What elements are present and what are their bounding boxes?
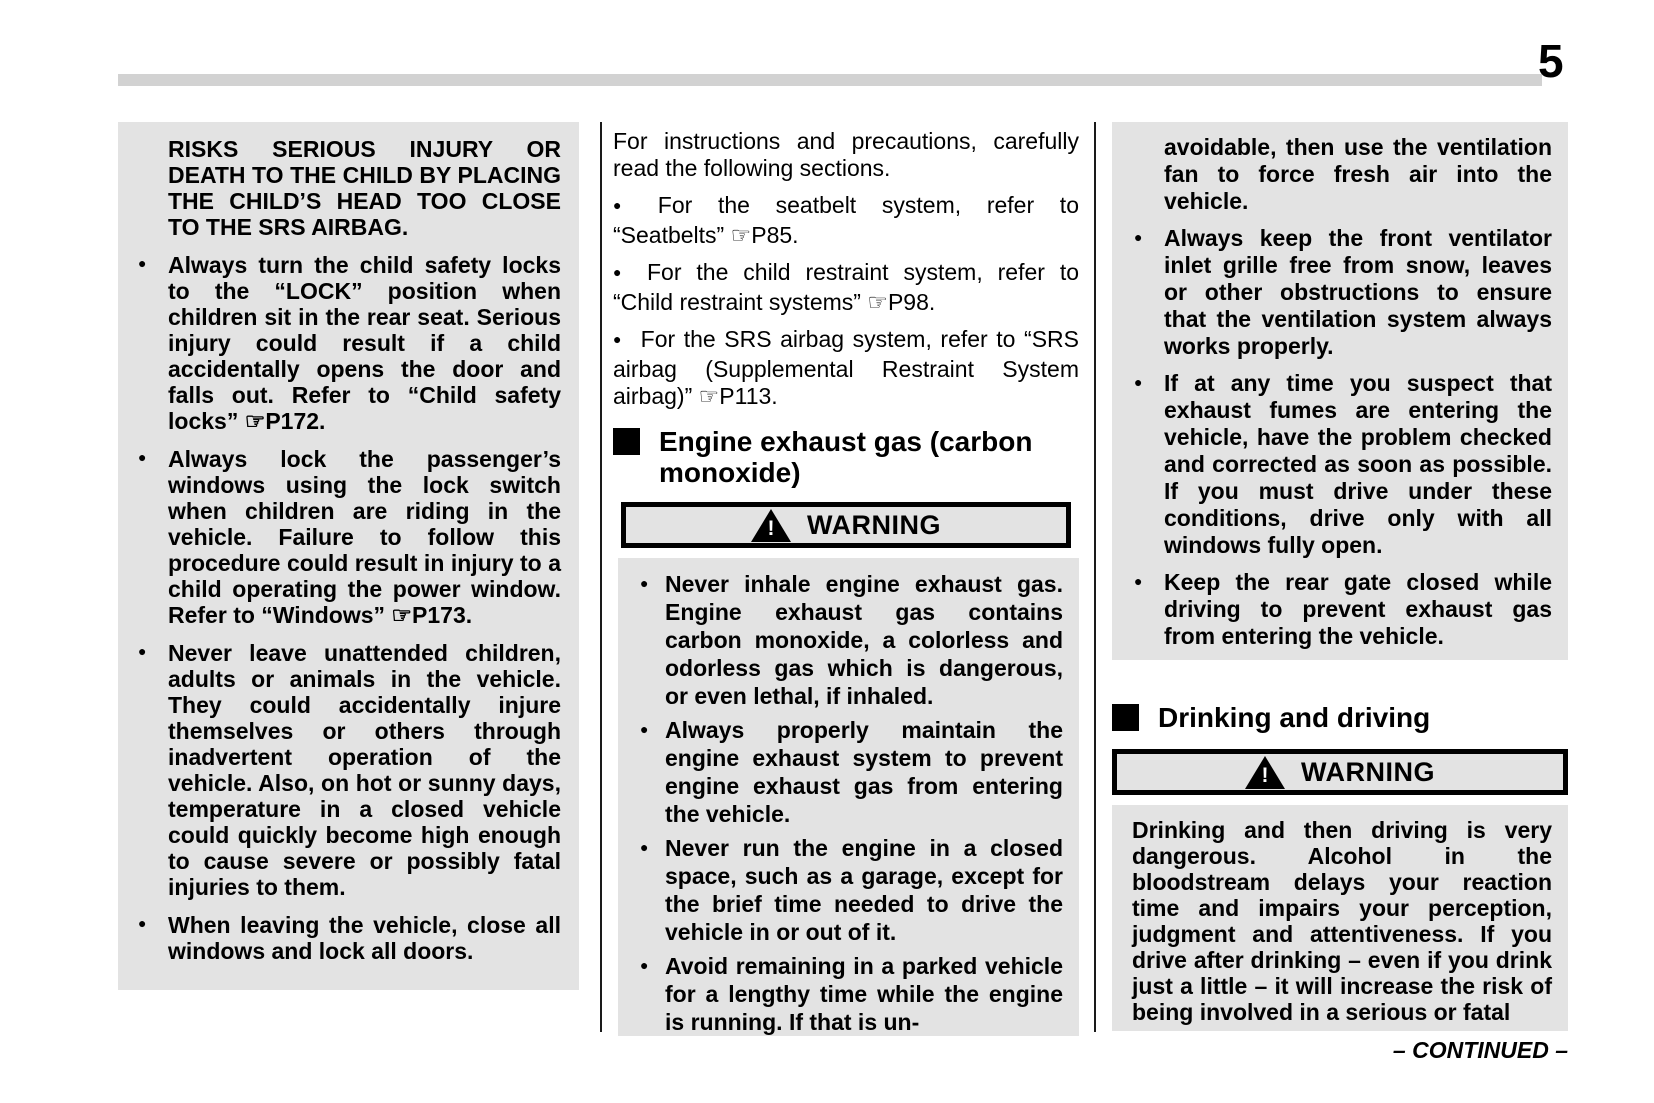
- warning-content-panel: [1112, 805, 1568, 1031]
- section-heading-text: Drinking and driving: [1158, 702, 1431, 733]
- column-divider-right: [1094, 122, 1096, 1032]
- warning-bullet-item: ● Keep the rear gate closed while driving to prevent exhaust gas from entering the vehicle.: [1112, 569, 1552, 650]
- column-divider-left: [600, 122, 602, 1032]
- heading-square-icon: [613, 428, 640, 455]
- intro-paragraph: For instructions and precautions, carefully read the following sections.: [613, 128, 1079, 181]
- warning-bullet-item: ● Never inhale engine exhaust gas. Engine exhaust gas contains carbon monoxide, a colorless and odorless gas which is dangerous, or even lethal, if inhaled.: [618, 570, 1063, 710]
- warning-bullet-item: ● Always turn the child safety locks to the “LOCK” position when children sit in the rear seat. Serious injury could result if a child accidentally opens the door and falls out. Refer to “Child safety locks” ☞P172.: [118, 252, 561, 434]
- warning-banner: [1112, 749, 1568, 795]
- heading-square-icon: [1112, 704, 1139, 731]
- warning-bullet-item: ● Avoid remaining in a parked vehicle for a lengthy time while the engine is running. If that is un-: [618, 952, 1063, 1036]
- warning-bullet-item: ● Never run the engine in a closed space, such as a garage, except for the brief time needed to drive the vehicle in or out of it.: [618, 834, 1063, 946]
- section-heading-text: Engine exhaust gas (carbon monoxide): [659, 426, 1033, 488]
- warning-paragraph: Drinking and then driving is very dangerous. Alcohol in the bloodstream delays your reaction time and impairs your perception, judgment and attentiveness. If you drive after drinking – even if you drink just a little – it will increase the risk of being involved in a serious or fatal: [1132, 817, 1552, 1025]
- warning-content-panel-continued: [1112, 122, 1568, 660]
- section-heading-drinking-driving: [1112, 702, 1568, 733]
- continued-marker: – CONTINUED –: [1392, 1037, 1568, 1063]
- warning-bullet-item: ● Always keep the front ventilator inlet grille free from snow, leaves or other obstructions to ensure that the ventilation system always works properly.: [1112, 225, 1552, 360]
- warning-triangle-icon: [1245, 756, 1285, 789]
- middle-column: [613, 122, 1079, 1036]
- warning-content-panel: [618, 558, 1079, 1036]
- warning-bullet-item: ● Never leave unattended children, adults or animals in the vehicle. They could accidentally injure themselves or others through inadvertent operation of the vehicle. Also, on hot or sunny days, temperature in a closed vehicle could quickly become high enough to cause severe or possibly fatal injuries to them.: [118, 640, 561, 900]
- warning-continuation-text: RISKS SERIOUS INJURY OR DEATH TO THE CHILD BY PLACING THE CHILD’S HEAD TOO CLOSE TO THE SRS AIRBAG.: [168, 136, 561, 240]
- warning-banner-label: WARNING: [807, 509, 941, 540]
- warning-bullet-item: ● If at any time you suspect that exhaust fumes are entering the vehicle, have the problem checked and corrected as soon as possible. If you must drive under these conditions, drive only with all windows fully open.: [1112, 370, 1552, 559]
- right-column: [1112, 122, 1568, 1064]
- warning-continuation-text: avoidable, then use the ventilation fan to force fresh air into the vehicle.: [1164, 134, 1552, 214]
- warning-banner-label: WARNING: [1301, 756, 1435, 787]
- warning-bullet-item: ● When leaving the vehicle, close all windows and lock all doors.: [118, 912, 561, 964]
- left-warning-panel: [118, 122, 579, 990]
- warning-banner: [621, 502, 1071, 548]
- warning-bullet-item: ● Always properly maintain the engine exhaust system to prevent engine exhaust gas from entering the vehicle.: [618, 716, 1063, 828]
- page-number: 5: [1538, 35, 1564, 87]
- header-rule: [118, 74, 1542, 86]
- section-heading-engine-exhaust: [613, 426, 1079, 488]
- warning-bullet-item: ● Always lock the passenger’s windows using the lock switch when children are riding in the vehicle. Failure to follow this procedure could result in injury to a child operating the power window. Refer to “Windows” ☞P173.: [118, 446, 561, 628]
- reference-item: ● For the SRS airbag system, refer to “SRS airbag (Supplemental Restraint System airbag)” ☞P113.: [613, 326, 1079, 410]
- warning-triangle-icon: [751, 509, 791, 542]
- reference-item: ● For the child restraint system, refer to “Child restraint systems” ☞P98.: [613, 259, 1079, 316]
- reference-item: ● For the seatbelt system, refer to “Seatbelts” ☞P85.: [613, 192, 1079, 249]
